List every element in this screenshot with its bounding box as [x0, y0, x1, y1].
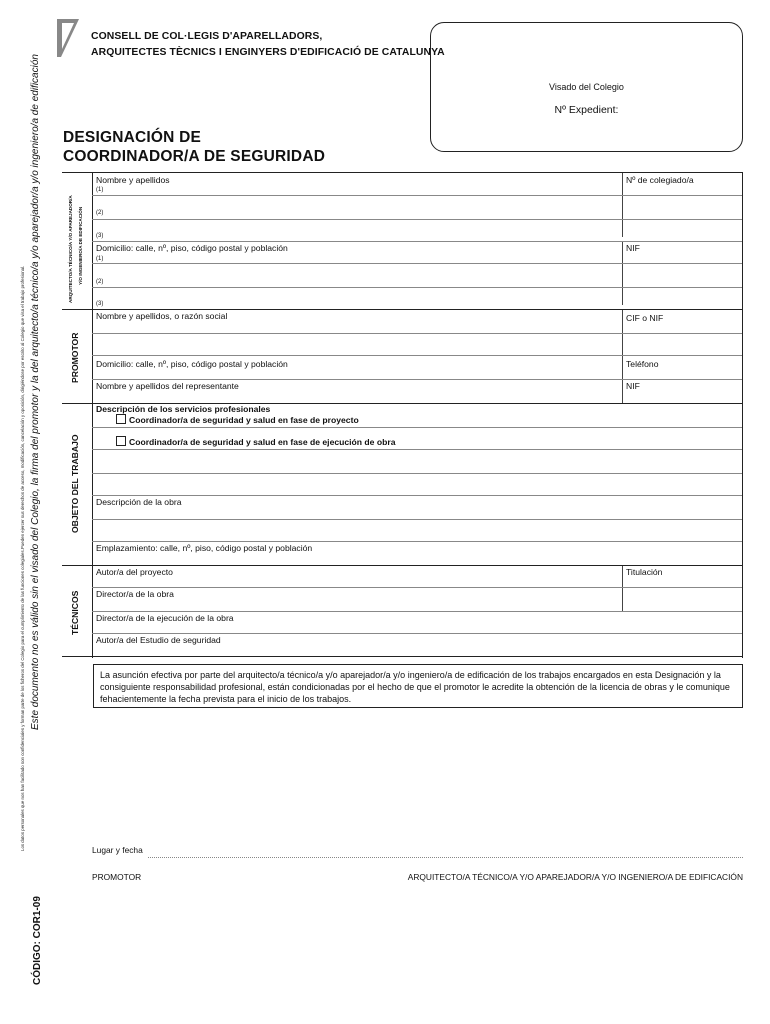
row-line	[92, 427, 742, 428]
row-line	[92, 333, 742, 334]
visado-box	[430, 22, 743, 152]
lugar-fecha-line	[148, 857, 743, 858]
section-objeto-label: OBJETO DEL TRABAJO	[70, 434, 80, 533]
responsibility-notice: La asunción efectiva por parte del arquitecto/a técnico/a y/o aparejador/a y/o ingeniero/a de edificación de los trabajos encargados en esta Designación y la consiguiente responsabilidad profesional, están condicionadas por el hecho de que el promotor le acredite la obtención de la licencia de obras y le comunique fehacientemente la fecha prevista para el inicio de los trabajos.	[93, 664, 743, 708]
column-divider	[622, 309, 623, 403]
row-line	[92, 519, 742, 520]
column-divider	[622, 241, 623, 305]
page-title	[63, 128, 325, 166]
autor-estudio-label: Autor/a del Estudio de seguridad	[96, 635, 221, 645]
arquitecto-nombre-label: Nombre y apellidos	[96, 175, 170, 185]
arquitecto-row-1-number: (1)	[96, 187, 104, 193]
form-code: CÓDIGO: COR1-09	[32, 896, 43, 985]
row-line	[92, 355, 742, 356]
row-line	[92, 195, 742, 196]
college-logo-icon	[57, 19, 79, 57]
organization-line-1: CONSELL DE COL·LEGIS D'APARELLADORS,	[91, 31, 323, 42]
arquitecto-domicilio-row-3-number: (3)	[96, 301, 104, 307]
section-divider	[92, 173, 93, 658]
arquitecto-nif-label: NIF	[626, 243, 640, 253]
row-line	[92, 287, 742, 288]
section-line	[62, 309, 742, 310]
arquitecto-signature-label: ARQUITECTO/A TÉCNICO/A Y/O APAREJADOR/A Y/O INGENIERO/A DE EDIFICACIÓN	[407, 872, 743, 882]
row-line	[92, 379, 742, 380]
section-arquitecto-label: ARQUITECTO/A TÉCNICO/A Y/O APAREJADOR/A	[68, 195, 73, 303]
column-divider	[622, 173, 623, 237]
checkbox-fase-proyecto[interactable]	[116, 414, 126, 424]
emplazamiento-label: Emplazamiento: calle, nº, piso, código postal y población	[96, 543, 313, 553]
arquitecto-colegiado-label: Nº de colegiado/a	[626, 175, 694, 185]
promotor-representante-label: Nombre y apellidos del representante	[96, 381, 239, 391]
promotor-nombre-label: Nombre y apellidos, o razón social	[96, 311, 228, 321]
arquitecto-domicilio-row-1-number: (1)	[96, 256, 104, 262]
row-line	[92, 219, 742, 220]
row-line	[92, 241, 742, 242]
section-line	[62, 565, 742, 566]
checkbox-fase-ejecucion-label: Coordinador/a de seguridad y salud en fase de ejecución de obra	[129, 437, 396, 447]
arquitecto-row-3-number: (3)	[96, 233, 104, 239]
row-line	[92, 541, 742, 542]
expedient-label: Nº Expedient:	[554, 104, 619, 116]
arquitecto-domicilio-label: Domicilio: calle, nº, piso, código postal y población	[96, 243, 288, 253]
right-border	[742, 173, 743, 658]
promotor-nif-label: NIF	[626, 381, 640, 391]
lugar-fecha-label: Lugar y fecha	[92, 845, 143, 855]
section-tecnicos-label: TÉCNICOS	[70, 590, 80, 635]
organization-line-2: ARQUITECTES TÈCNICS I ENGINYERS D'EDIFICACIÓ DE CATALUNYA	[91, 47, 445, 58]
organization-name	[91, 29, 445, 61]
autor-proyecto-label: Autor/a del proyecto	[96, 567, 173, 577]
director-ejecucion-label: Director/a de la ejecución de la obra	[96, 613, 234, 623]
visado-label: Visado del Colegio	[549, 82, 624, 92]
title-line-2: COORDINADOR/A DE SEGURIDAD	[63, 148, 326, 165]
promotor-domicilio-label: Domicilio: calle, nº, piso, código postal y población	[96, 359, 288, 369]
title-line-1: DESIGNACIÓN DE	[63, 129, 202, 146]
row-line	[92, 587, 742, 588]
checkbox-fase-ejecucion[interactable]	[116, 436, 126, 446]
row-line	[92, 449, 742, 450]
privacy-notice: Los datos personales que nos han facilitado son confidenciales y forman parte de los ficheros del Colegio para el cumplimiento de las funciones colegiales.Pueden ejercer sus derechos de acceso, modificación, cancelación y oposición, dirigiéndose por escrito al Colegio que visa el trabajo profesional.	[20, 265, 25, 851]
section-promotor-label: PROMOTOR	[70, 332, 80, 383]
promotor-telefono-label: Teléfono	[626, 359, 659, 369]
director-obra-label: Director/a de la obra	[96, 589, 174, 599]
column-divider	[622, 565, 623, 611]
row-line	[92, 633, 742, 634]
form-table	[62, 172, 743, 657]
descripcion-obra-label: Descripción de la obra	[96, 497, 182, 507]
row-line	[92, 263, 742, 264]
titulacion-label: Titulación	[626, 567, 663, 577]
promotor-cif-label: CIF o NIF	[626, 313, 664, 323]
section-arquitecto-label-2: Y/O INGENIERO/A DE EDIFICACIÓN	[78, 206, 83, 285]
row-line	[92, 611, 742, 612]
arquitecto-row-2-number: (2)	[96, 210, 104, 216]
promotor-signature-label: PROMOTOR	[92, 872, 142, 882]
arquitecto-domicilio-row-2-number: (2)	[96, 279, 104, 285]
row-line	[92, 473, 742, 474]
servicios-label: Descripción de los servicios profesionales	[96, 404, 271, 414]
validity-notice: Este documento no es válido sin el visado del Colegio, la firma del promotor y la del arquitecto/a técnico/a y/o aparejador/a y/o ingeniero/a de edificación	[30, 54, 41, 730]
checkbox-fase-proyecto-label: Coordinador/a de seguridad y salud en fase de proyecto	[129, 415, 359, 425]
row-line	[92, 495, 742, 496]
